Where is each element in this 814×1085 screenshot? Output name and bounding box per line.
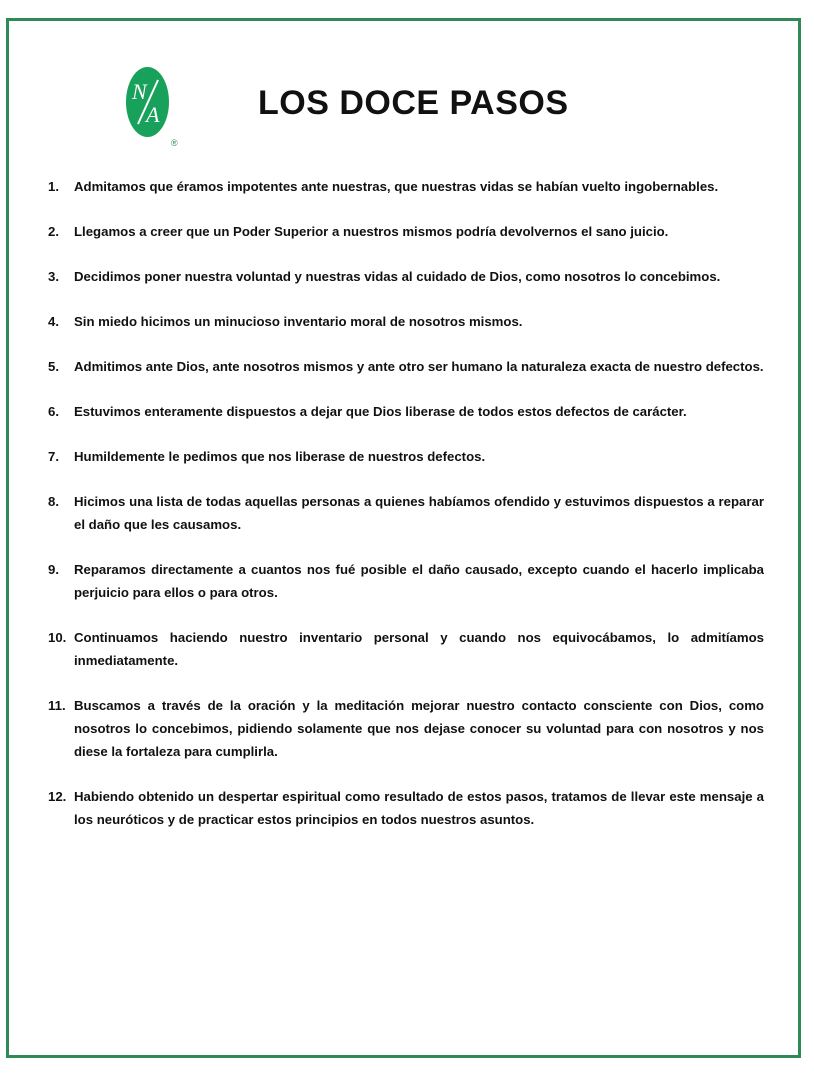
step-number: 3. [48, 269, 59, 284]
step-item [48, 265, 764, 288]
step-item [48, 220, 764, 243]
step-text: Hicimos una lista de todas aquellas personas a quienes habíamos ofendido y estuvimos dispuestos a reparar el daño que les causamos. [74, 494, 764, 532]
step-number: 4. [48, 314, 59, 329]
page-title: LOS DOCE PASOS [258, 84, 569, 122]
step-number: 7. [48, 449, 59, 464]
step-text: Llegamos a creer que un Poder Superior a nuestros mismos podría devolvernos el sano juicio. [74, 224, 669, 239]
step-text: Admitamos que éramos impotentes ante nuestras, que nuestras vidas se habían vuelto ingobernables. [74, 179, 719, 194]
step-item [48, 694, 764, 763]
step-number: 9. [48, 562, 59, 577]
step-item [48, 785, 764, 831]
step-text: Buscamos a través de la oración y la meditación mejorar nuestro contacto consciente con Dios, como nosotros lo concebimos, pidiendo solamente que nos dejase conocer su voluntad para con nosotros y nos diese la fortaleza para cumplirla. [74, 698, 764, 759]
step-item [48, 490, 764, 536]
step-text: Decidimos poner nuestra voluntad y nuestras vidas al cuidado de Dios, como nosotros lo concebimos. [74, 269, 721, 284]
step-text: Humildemente le pedimos que nos liberase de nuestros defectos. [74, 449, 486, 464]
na-logo-icon [125, 66, 170, 138]
step-number: 2. [48, 224, 59, 239]
step-text: Admitimos ante Dios, ante nosotros mismos y ante otro ser humano la naturaleza exacta de nuestro defectos. [74, 359, 764, 374]
svg-text:A: A [146, 102, 160, 127]
steps-list [48, 175, 764, 853]
step-number: 8. [48, 494, 59, 509]
step-text: Continuamos haciendo nuestro inventario personal y cuando nos equivocábamos, lo admitíamos inmediatamente. [74, 630, 764, 668]
step-text: Habiendo obtenido un despertar espiritual como resultado de estos pasos, tratamos de llevar este mensaje a los neuróticos y de practicar estos principios en todos nuestros asuntos. [74, 789, 764, 827]
step-text: Sin miedo hicimos un minucioso inventario moral de nosotros mismos. [74, 314, 523, 329]
step-number: 1. [48, 179, 59, 194]
svg-text:N: N [132, 79, 147, 104]
step-number: 5. [48, 359, 59, 374]
step-number: 11. [48, 698, 66, 713]
step-number: 6. [48, 404, 59, 419]
step-number: 10. [48, 630, 67, 645]
step-item [48, 445, 764, 468]
step-item [48, 175, 764, 198]
step-text: Estuvimos enteramente dispuestos a dejar que Dios liberase de todos estos defectos de carácter. [74, 404, 687, 419]
step-number: 12. [48, 789, 67, 804]
step-item [48, 626, 764, 672]
step-item [48, 558, 764, 604]
step-item [48, 400, 764, 423]
step-text: Reparamos directamente a cuantos nos fué posible el daño causado, excepto cuando el hacerlo implicaba perjuicio para ellos o para otros. [74, 562, 764, 600]
registered-mark: ® [171, 138, 178, 148]
step-item [48, 355, 764, 378]
step-item [48, 310, 764, 333]
